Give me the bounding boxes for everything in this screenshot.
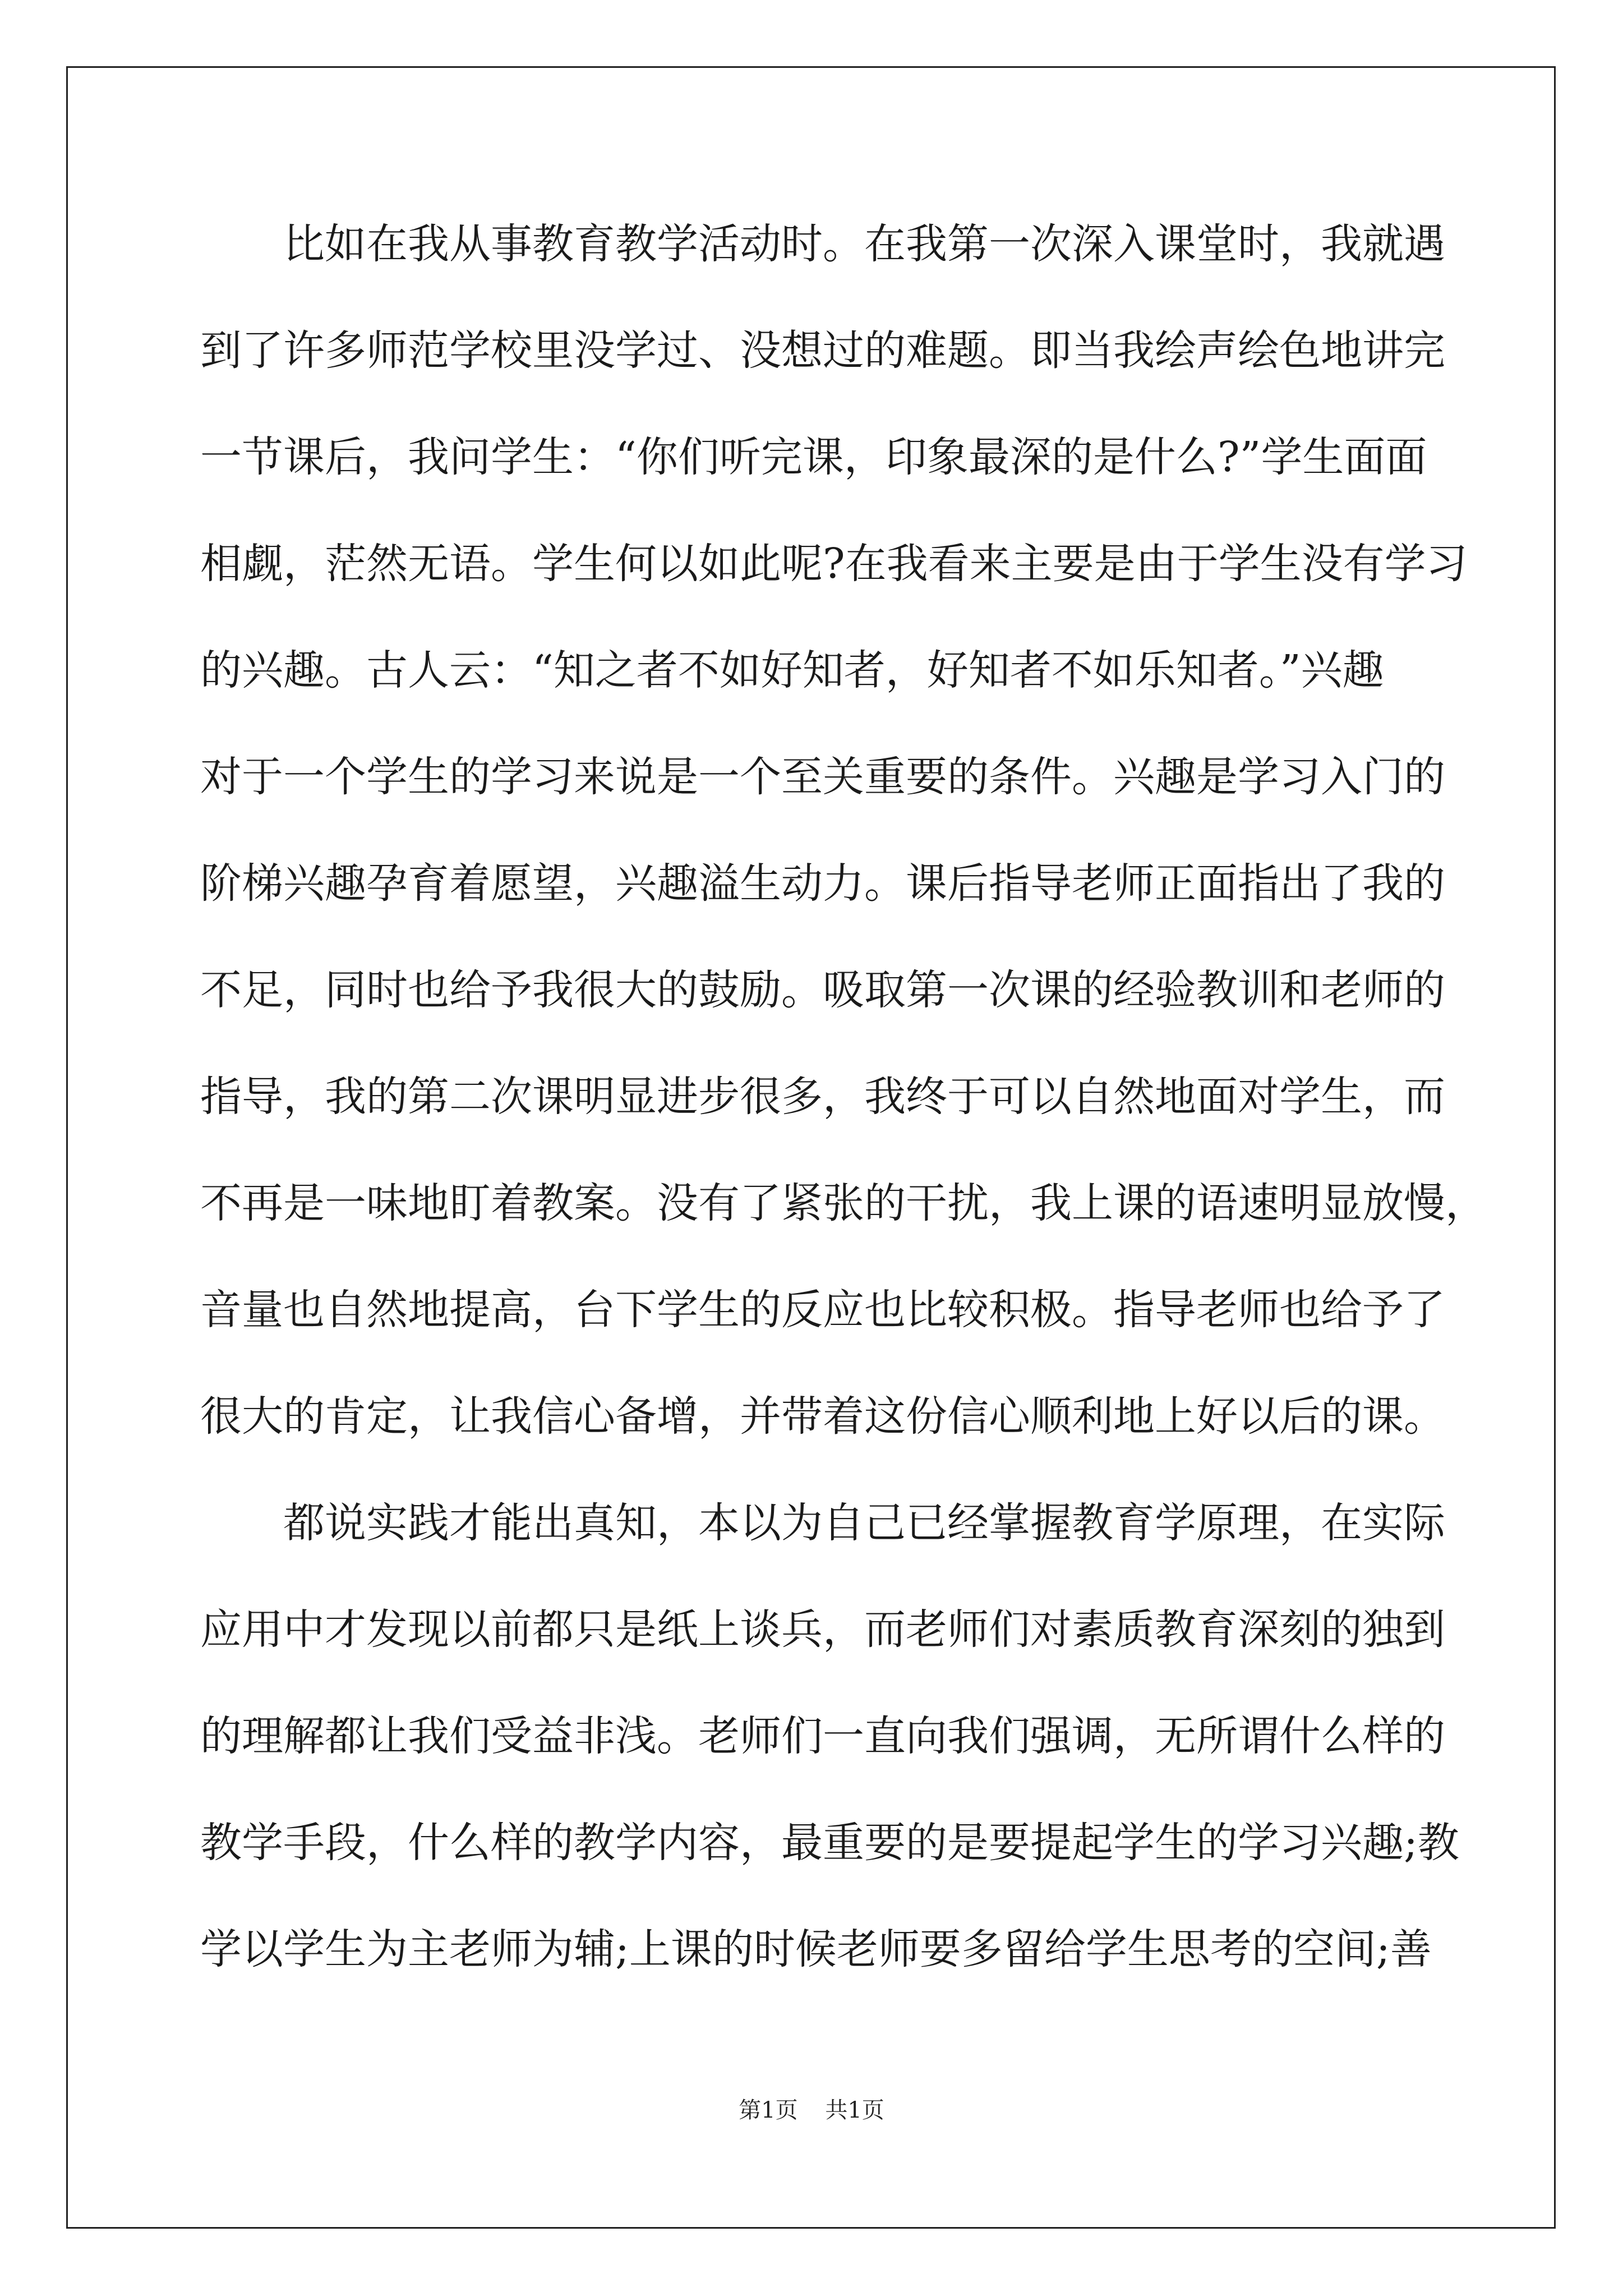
text-line: 教学手段，什么样的教学内容，最重要的是要提起学生的学习兴趣;教 <box>200 1819 1459 1867</box>
text-line: 阶梯兴趣孕育着愿望，兴趣溢生动力。课后指导老师正面指出了我的 <box>200 859 1445 908</box>
text-line: 很大的肯定，让我信心备增，并带着这份信心顺利地上好以后的课。 <box>200 1392 1445 1441</box>
text-line: 音量也自然地提高，台下学生的反应也比较积极。指导老师也给予了 <box>200 1286 1445 1334</box>
text-line: 都说实践才能出真知，本以为自己已经掌握教育学原理，在实际 <box>283 1499 1445 1547</box>
text-line: 不足，同时也给予我很大的鼓励。吸取第一次课的经验教训和老师的 <box>200 966 1445 1014</box>
text-line: 不再是一味地盯着教案。没有了紧张的干扰，我上课的语速明显放慢， <box>200 1179 1487 1227</box>
text-line: 学以学生为主老师为辅;上课的时候老师要多留给学生思考的空间;善 <box>200 1925 1432 1973</box>
document-body <box>200 213 1487 2025</box>
page-total: 共1页 <box>825 2097 884 2123</box>
page-number: 第1页 <box>739 2097 798 2123</box>
text-line: 对于一个学生的学习来说是一个至关重要的条件。兴趣是学习入门的 <box>200 753 1445 801</box>
text-line: 应用中才发现以前都只是纸上谈兵，而老师们对素质教育深刻的独到 <box>200 1605 1445 1654</box>
text-line: 的理解都让我们受益非浅。老师们一直向我们强调，无所谓什么样的 <box>200 1712 1445 1760</box>
text-line: 到了许多师范学校里没学过、没想过的难题。即当我绘声绘色地讲完 <box>200 326 1445 375</box>
page-footer <box>0 2092 1623 2124</box>
text-line: 的兴趣。古人云：“知之者不如好知者，好知者不如乐知者。”兴趣 <box>200 646 1384 694</box>
text-line: 一节课后，我问学生：“你们听完课，印象最深的是什么?”学生面面 <box>200 433 1427 481</box>
text-line: 相觑，茫然无语。学生何以如此呢?在我看来主要是由于学生没有学习 <box>200 540 1468 588</box>
text-line: 指导，我的第二次课明显进步很多，我终于可以自然地面对学生，而 <box>200 1073 1445 1121</box>
text-line: 比如在我从事教育教学活动时。在我第一次深入课堂时，我就遇 <box>283 220 1445 268</box>
